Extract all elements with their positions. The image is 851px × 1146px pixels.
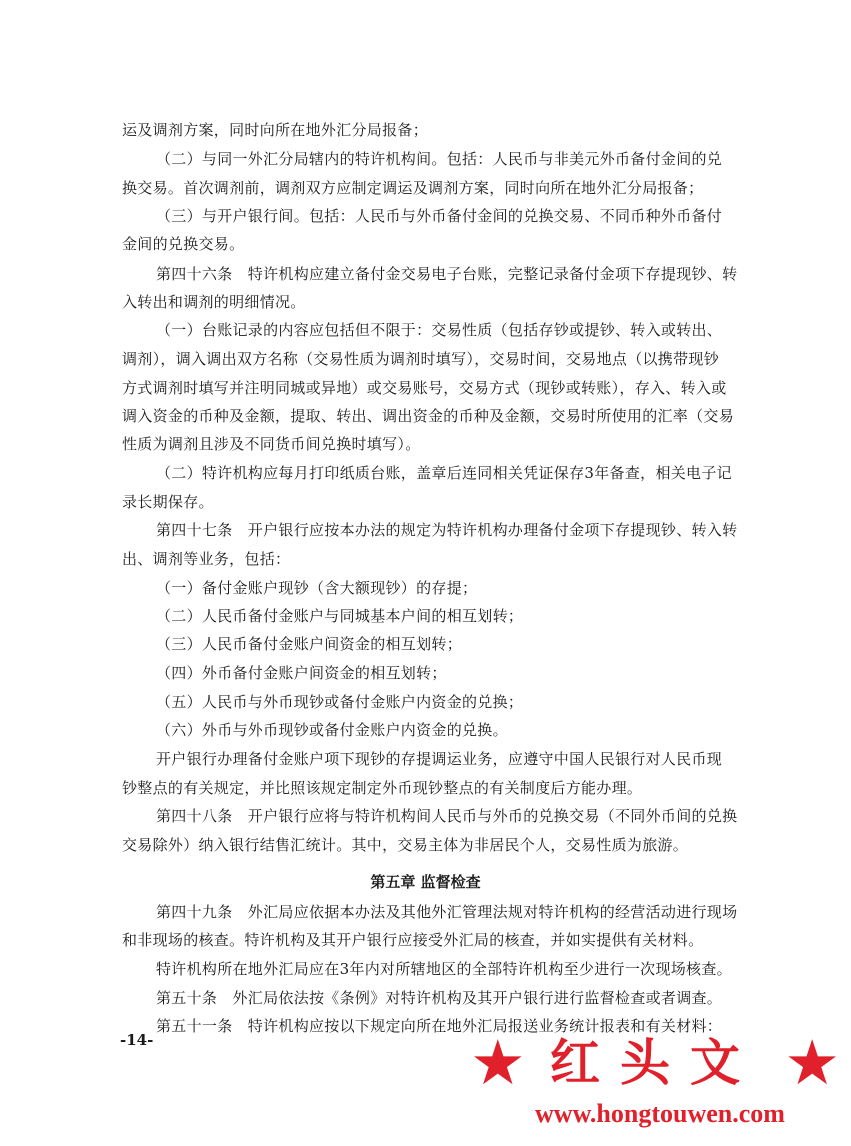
- text-line: 方式调剂时填写并注明同城或异地）或交易账号，交易方式（现钞或转账），存入、转入或: [122, 379, 727, 397]
- text-line: （三）与开户银行间。包括：人民币与外币备付金间的兑换交易、不同币种外币备付: [156, 207, 723, 225]
- text-line: 出、调剂等业务，包括：: [122, 550, 291, 568]
- text-line: 第五十条 外汇局依法按《条例》对特许机构及其开户银行进行监督检查或者调查。: [156, 989, 723, 1007]
- text-line: （一）备付金账户现钞（含大额现钞）的存提；: [156, 579, 478, 597]
- text-line: 调剂），调入调出双方名称（交易性质为调剂时填写），交易时间，交易地点（以携带现钞: [122, 350, 720, 368]
- text-line: 特许机构所在地外汇局应在3年内对所辖地区的全部特许机构至少进行一次现场核查。: [156, 960, 732, 978]
- text-line: 运及调剂方案，同时向所在地外汇分局报备；: [122, 121, 429, 139]
- text-line: 录长期保存。: [122, 493, 214, 511]
- text-line: 入转出和调剂的明细情况。: [122, 293, 306, 311]
- text-line: （二）特许机构应每月打印纸质台账，盖章后连同相关凭证保存3年备查，相关电子记: [156, 464, 732, 482]
- text-line: 钞整点的有关规定，并比照该规定制定外币现钞整点的有关制度后方能办理。: [122, 779, 643, 797]
- text-line: 交易除外）纳入银行结售汇统计。其中，交易主体为非居民个人，交易性质为旅游。: [122, 836, 689, 854]
- text-line: 和非现场的核查。特许机构及其开户银行应接受外汇局的核查，并如实提供有关材料。: [122, 931, 704, 949]
- star-icon: ★: [470, 1026, 526, 1099]
- text-line: 开户银行办理备付金账户项下现钞的存提调运业务，应遵守中国人民银行对人民币现: [156, 750, 723, 768]
- text-line: （三）人民币备付金账户间资金的相互划转；: [156, 635, 463, 653]
- text-line: 性质为调剂且涉及不同货币间兑换时填写）。: [122, 435, 421, 453]
- chapter-heading: 第五章 监督检查: [370, 873, 481, 891]
- text-line: （五）人民币与外币现钞或备付金账户内资金的兑换；: [156, 693, 524, 711]
- watermark-text: 红头文: [550, 1033, 760, 1092]
- text-line: 第四十九条 外汇局应依据本办法及其他外汇管理法规对特许机构的经营活动进行现场: [156, 903, 738, 921]
- watermark-url: www.hongtouwen.com: [535, 1099, 785, 1128]
- text-line: 换交易。首次调剂前，调剂双方应制定调运及调剂方案，同时向所在地外汇分局报备；: [122, 179, 704, 197]
- text-line: 第四十八条 开户银行应将与特许机构间人民币与外币的兑换交易（不同外币间的兑换: [156, 807, 738, 825]
- text-line: （二）与同一外汇分局辖内的特许机构间。包括：人民币与非美元外币备付金间的兑: [156, 150, 723, 168]
- text-line: （一）台账记录的内容应包括但不限于：交易性质（包括存钞或提钞、转入或转出、: [156, 321, 723, 339]
- text-line: 第四十七条 开户银行应按本办法的规定为特许机构办理备付金项下存提现钞、转入转: [156, 521, 738, 539]
- text-line: （四）外币备付金账户间资金的相互划转；: [156, 664, 447, 682]
- text-line: 调入资金的币种及金额，提取、转出、调出资金的币种及金额，交易时所使用的汇率（交易: [122, 407, 735, 425]
- text-line: （六）外币与外币现钞或备付金账户内资金的兑换。: [156, 721, 508, 739]
- text-line: 第五十一条 特许机构应按以下规定向所在地外汇局报送业务统计报表和有关材料：: [156, 1017, 723, 1035]
- star-icon: ★: [784, 1026, 840, 1099]
- text-line: 第四十六条 特许机构应建立备付金交易电子台账，完整记录备付金项下存提现钞、转: [156, 265, 738, 283]
- watermark-banner: [470, 1026, 840, 1099]
- text-line: 金间的兑换交易。: [122, 235, 245, 253]
- page-number: -14-: [120, 1031, 154, 1049]
- text-line: （二）人民币备付金账户与同城基本户间的相互划转；: [156, 607, 524, 625]
